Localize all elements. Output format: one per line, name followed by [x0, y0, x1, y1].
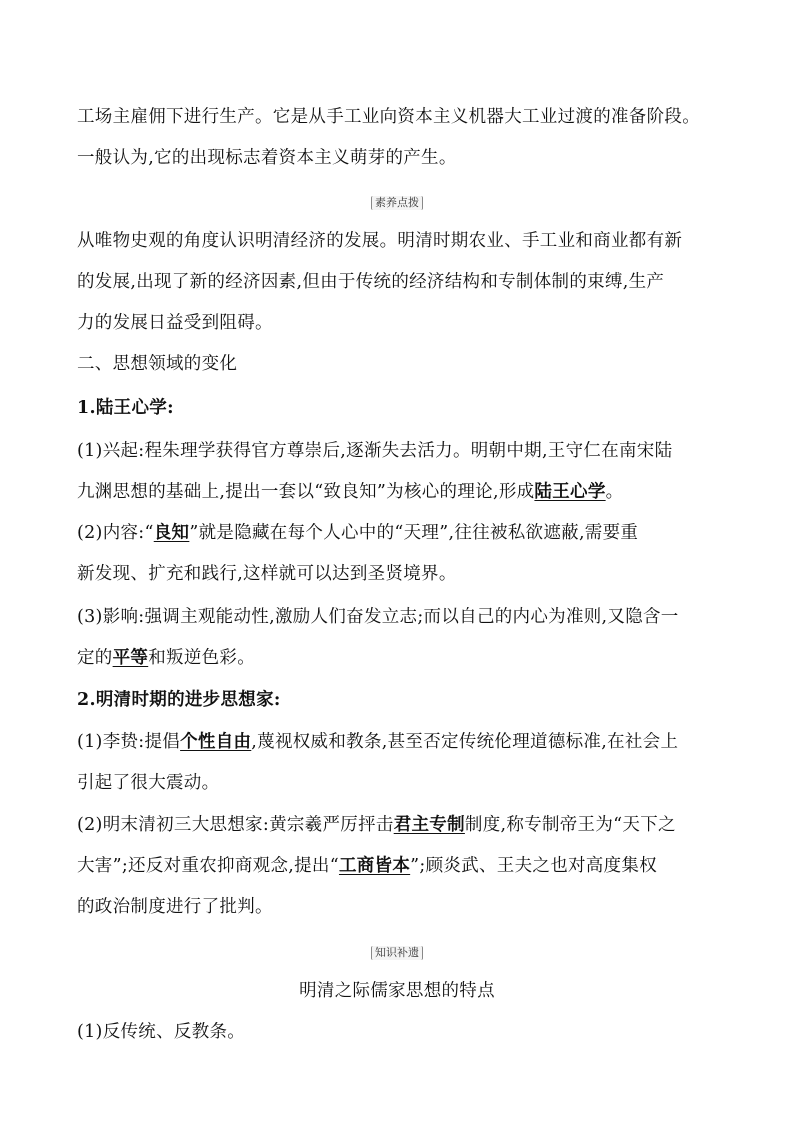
intro-line-2: 一般认为,它的出现标志着资本主义萌芽的产生。 [77, 148, 457, 168]
heading-progressive-thinkers: 2.明清时期的进步思想家: [77, 690, 281, 710]
impact-text-b: 和叛逆色彩。 [148, 648, 256, 668]
knowledge-supplement-label: 知识补遗 [371, 946, 423, 960]
keyword-lu-wang-xinxue: 陆王心学 [534, 482, 606, 502]
keyword-liangzhi: 良知 [153, 523, 190, 543]
rise-text-a: 九渊思想的基础上,提出一套以“致良知”为核心的理论,形成 [77, 482, 535, 502]
three-thinkers-text-a: (2)明末清初三大思想家:黄宗羲严厉抨击 [77, 815, 394, 835]
three-thinkers-text-d: ”;顾炎武、王夫之也对高度集权 [410, 856, 657, 876]
content-line-2: 新发现、扩充和践行,这样就可以达到圣贤境界。 [77, 564, 457, 584]
keyword-industry-commerce: 工商皆本 [338, 856, 411, 876]
three-thinkers-line-2 [77, 854, 734, 878]
intro-line-1: 工场主雇佣下进行生产。它是从手工业向资本主义机器大工业过渡的准备阶段。 [77, 107, 700, 127]
literacy-tip-label: 素养点拨 [371, 196, 423, 210]
rise-line-2 [77, 480, 734, 504]
li-zhi-text-b: ,蔑视权威和教条,甚至否定传统伦理道德标准,在社会上 [251, 732, 679, 752]
three-thinkers-text-b: 制度,称专制帝王为“天下之 [464, 815, 676, 835]
content-line-1 [77, 521, 734, 545]
feature-line-1: (1)反传统、反教条。 [77, 1022, 246, 1042]
impact-text-a: 定的 [77, 648, 113, 668]
content-text-b: ”就是隐藏在每个人心中的“天理”,往往被私欲遮蔽,需要重 [189, 523, 639, 543]
rise-line-1: (1)兴起:程朱理学获得官方尊崇后,逐渐失去活力。明朝中期,王守仁在南宋陆 [77, 441, 673, 461]
keyword-individual-freedom: 个性自由 [180, 732, 252, 752]
li-zhi-line-2: 引起了很大震动。 [77, 773, 220, 793]
knowledge-supplement-tag [0, 946, 794, 960]
impact-line-2 [77, 646, 734, 670]
rise-text-b: 。 [605, 482, 624, 502]
literacy-paragraph-line-1: 从唯物史观的角度认识明清经济的发展。明清时期农业、手工业和商业都有新 [77, 231, 683, 251]
literacy-paragraph-line-3: 力的发展日益受到阻碍。 [77, 313, 273, 333]
content-text-a: (2)内容:“ [77, 523, 154, 543]
section-heading-2: 二、思想领域的变化 [77, 354, 238, 374]
li-zhi-line-1 [77, 730, 734, 754]
literacy-tip-tag [0, 196, 794, 210]
keyword-autocracy: 君主专制 [393, 815, 465, 835]
keyword-equality: 平等 [112, 648, 149, 668]
three-thinkers-text-c: 大害”;还反对重农抑商观念,提出“ [77, 856, 339, 876]
three-thinkers-line-1 [77, 813, 734, 837]
heading-lu-wang-school: 1.陆王心学: [77, 398, 174, 418]
supplement-title: 明清之际儒家思想的特点 [299, 981, 495, 1001]
li-zhi-text-a: (1)李贽:提倡 [77, 732, 181, 752]
three-thinkers-line-3: 的政治制度进行了批判。 [77, 897, 273, 917]
impact-line-1: (3)影响:强调主观能动性,激励人们奋发立志;而以自己的内心为准则,又隐含一 [77, 607, 679, 627]
literacy-paragraph-line-2: 的发展,出现了新的经济因素,但由于传统的经济结构和专制体制的束缚,生产 [77, 272, 665, 292]
